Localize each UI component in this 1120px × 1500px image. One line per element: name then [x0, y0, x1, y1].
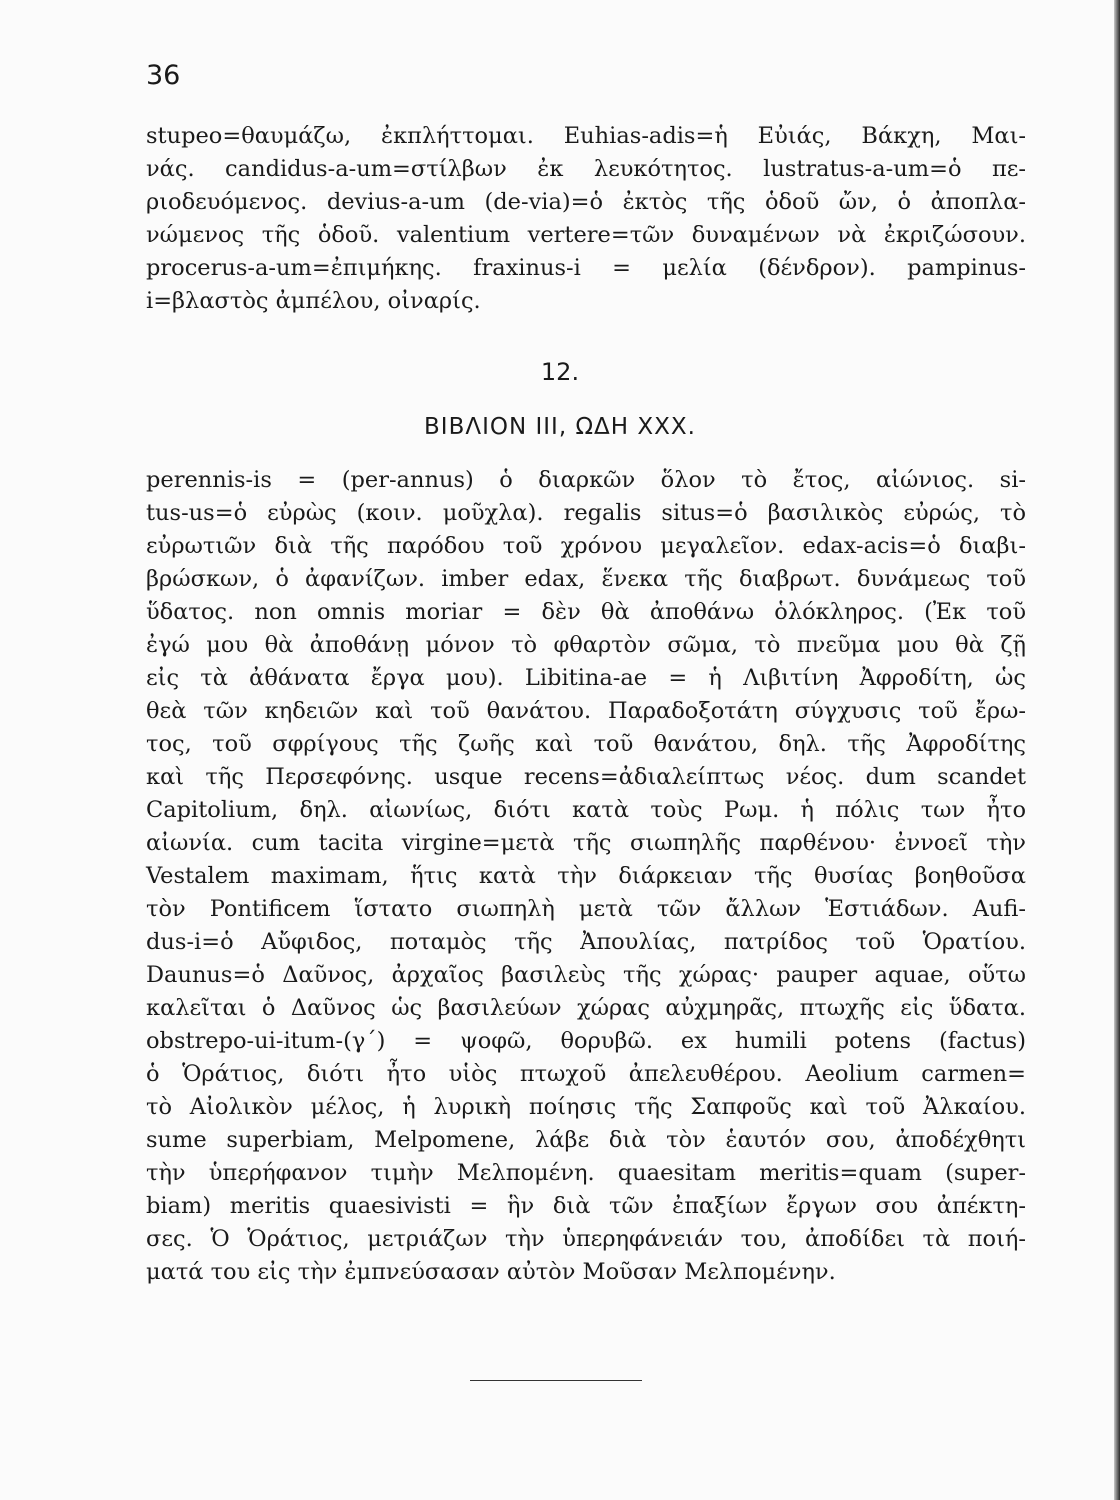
text-line: biam) meritis quaesivisti = ἣν διὰ τῶν ἐπαξίων ἔργων σου ἀπέκτη-	[146, 1193, 1026, 1219]
text-line: τὴν ὑπερήφανον τιμὴν Μελπομένη. quaesitam meritis=quam (super-	[146, 1160, 1026, 1186]
text-line: καὶ τῆς Περσεφόνης. usque recens=ἀδιαλείπτως νέος. dum scandet	[146, 764, 1026, 790]
text-line: θεὰ τῶν κηδειῶν καὶ τοῦ θανάτου. Παραδοξοτάτη σύγχυσις τοῦ ἔρω-	[146, 698, 1026, 724]
text-line: Capitolium, δηλ. αἰωνίως, διότι κατὰ τοὺς Ρωμ. ἡ πόλις των ἦτο	[146, 797, 1026, 823]
text-line: τος, τοῦ σφρίγους τῆς ζωῆς καὶ τοῦ θανάτου, δηλ. τῆς Ἀφροδίτης	[146, 731, 1026, 757]
end-rule-divider	[470, 1380, 642, 1381]
text-line: tus-us=ὁ εὐρὼς (κοιν. μοῦχλα). regalis situs=ὁ βασιλικὸς εὐρώς, τὸ	[146, 500, 1026, 526]
section-title: ΒΙΒΛΙΟΝ ΙΙΙ, ΩΔΗ XXX.	[424, 414, 696, 440]
text-line: εἰς τὰ ἀθάνατα ἔργα μου). Libitina-ae = ἡ Λιβιτίνη Ἀφροδίτη, ὡς	[146, 665, 1026, 691]
text-line: ὕδατος. non omnis moriar = δὲν θὰ ἀποθάνω ὁλόκληρος. (Ἐκ τοῦ	[146, 599, 1026, 625]
text-line: τὸν Pontificem ἵστατο σιωπηλὴ μετὰ τῶν ἄλλων Ἑστιάδων. Aufi-	[146, 896, 1026, 922]
page-edge-shadow	[1114, 0, 1120, 1500]
text-line: νάς. candidus-a-um=στίλβων ἐκ λευκότητος. lustratus-a-um=ὁ πε-	[146, 156, 1026, 182]
text-line: νώμενος τῆς ὁδοῦ. valentium vertere=τῶν δυναμένων νὰ ἐκριζώσουν.	[146, 222, 1026, 248]
text-line: procerus-a-um=ἐπιμήκης. fraxinus-i = μελία (δένδρον). pampinus-	[146, 255, 1026, 281]
text-line: ριοδευόμενος. devius-a-um (de-via)=ὁ ἐκτὸς τῆς ὁδοῦ ὤν, ὁ ἀποπλα-	[146, 189, 1026, 215]
text-line: dus-i=ὁ Αὔφιδος, ποταμὸς τῆς Ἀπουλίας, πατρίδος τοῦ Ὁρατίου.	[146, 929, 1026, 955]
text-line: perennis-is = (per-annus) ὁ διαρκῶν ὅλον τὸ ἔτος, αἰώνιος. si-	[146, 467, 1026, 493]
page-number: 36	[146, 60, 181, 91]
text-line: τὸ Αἰολικὸν μέλος, ἡ λυρικὴ ποίησις τῆς Σαπφοῦς καὶ τοῦ Ἀλκαίου.	[146, 1094, 1026, 1120]
text-line: Vestalem maximam, ἥτις κατὰ τὴν διάρκειαν τῆς θυσίας βοηθοῦσα	[146, 863, 1026, 889]
text-line: stupeo=θαυμάζω, ἐκπλήττομαι. Euhias-adis=ἡ Εὐιάς, Βάκχη, Μαι-	[146, 123, 1026, 149]
text-line: καλεῖται ὁ Δαῦνος ὡς βασιλεύων χώρας αὐχμηρᾶς, πτωχῆς εἰς ὕδατα.	[146, 995, 1026, 1021]
text-line: ματά του εἰς τὴν ἐμπνεύσασαν αὐτὸν Μοῦσαν Μελπομένην.	[146, 1259, 836, 1285]
text-line: σες. Ὁ Ὁράτιος, μετριάζων τὴν ὑπερηφάνειάν του, ἀποδίδει τὰ ποιή-	[146, 1226, 1026, 1252]
text-line: i=βλαστὸς ἀμπέλου, οἰναρίς.	[146, 288, 481, 314]
text-line: Daunus=ὁ Δαῦνος, ἀρχαῖος βασιλεὺς τῆς χώρας· pauper aquae, οὕτω	[146, 962, 1026, 988]
glossary-block-section-12	[146, 464, 1026, 1289]
section-number: 12.	[540, 358, 580, 386]
text-line: βρώσκων, ὁ ἀφανίζων. imber edax, ἕνεκα τῆς διαβρωτ. δυνάμεως τοῦ	[146, 566, 1026, 592]
glossary-block-previous	[146, 120, 1026, 318]
text-line: obstrepo-ui-itum-(γ΄) = ψοφῶ, θορυβῶ. ex humili potens (factus)	[146, 1028, 1026, 1054]
text-line: αἰωνία. cum tacita virgine=μετὰ τῆς σιωπηλῆς παρθένου· ἐννοεῖ τὴν	[146, 830, 1026, 856]
text-line: sume superbiam, Melpomene, λάβε διὰ τὸν ἑαυτόν σου, ἀποδέχθητι	[146, 1127, 1026, 1153]
text-line: εὐρωτιῶν διὰ τῆς παρόδου τοῦ χρόνου μεγαλεῖον. edax-acis=ὁ διαβι-	[146, 533, 1026, 559]
text-line: ὁ Ὁράτιος, διότι ἦτο υἱὸς πτωχοῦ ἀπελευθέρου. Aeolium carmen=	[146, 1061, 1026, 1087]
text-line: ἐγώ μου θὰ ἀποθάνῃ μόνον τὸ φθαρτὸν σῶμα, τὸ πνεῦμα μου θὰ ζῇ	[146, 632, 1026, 658]
